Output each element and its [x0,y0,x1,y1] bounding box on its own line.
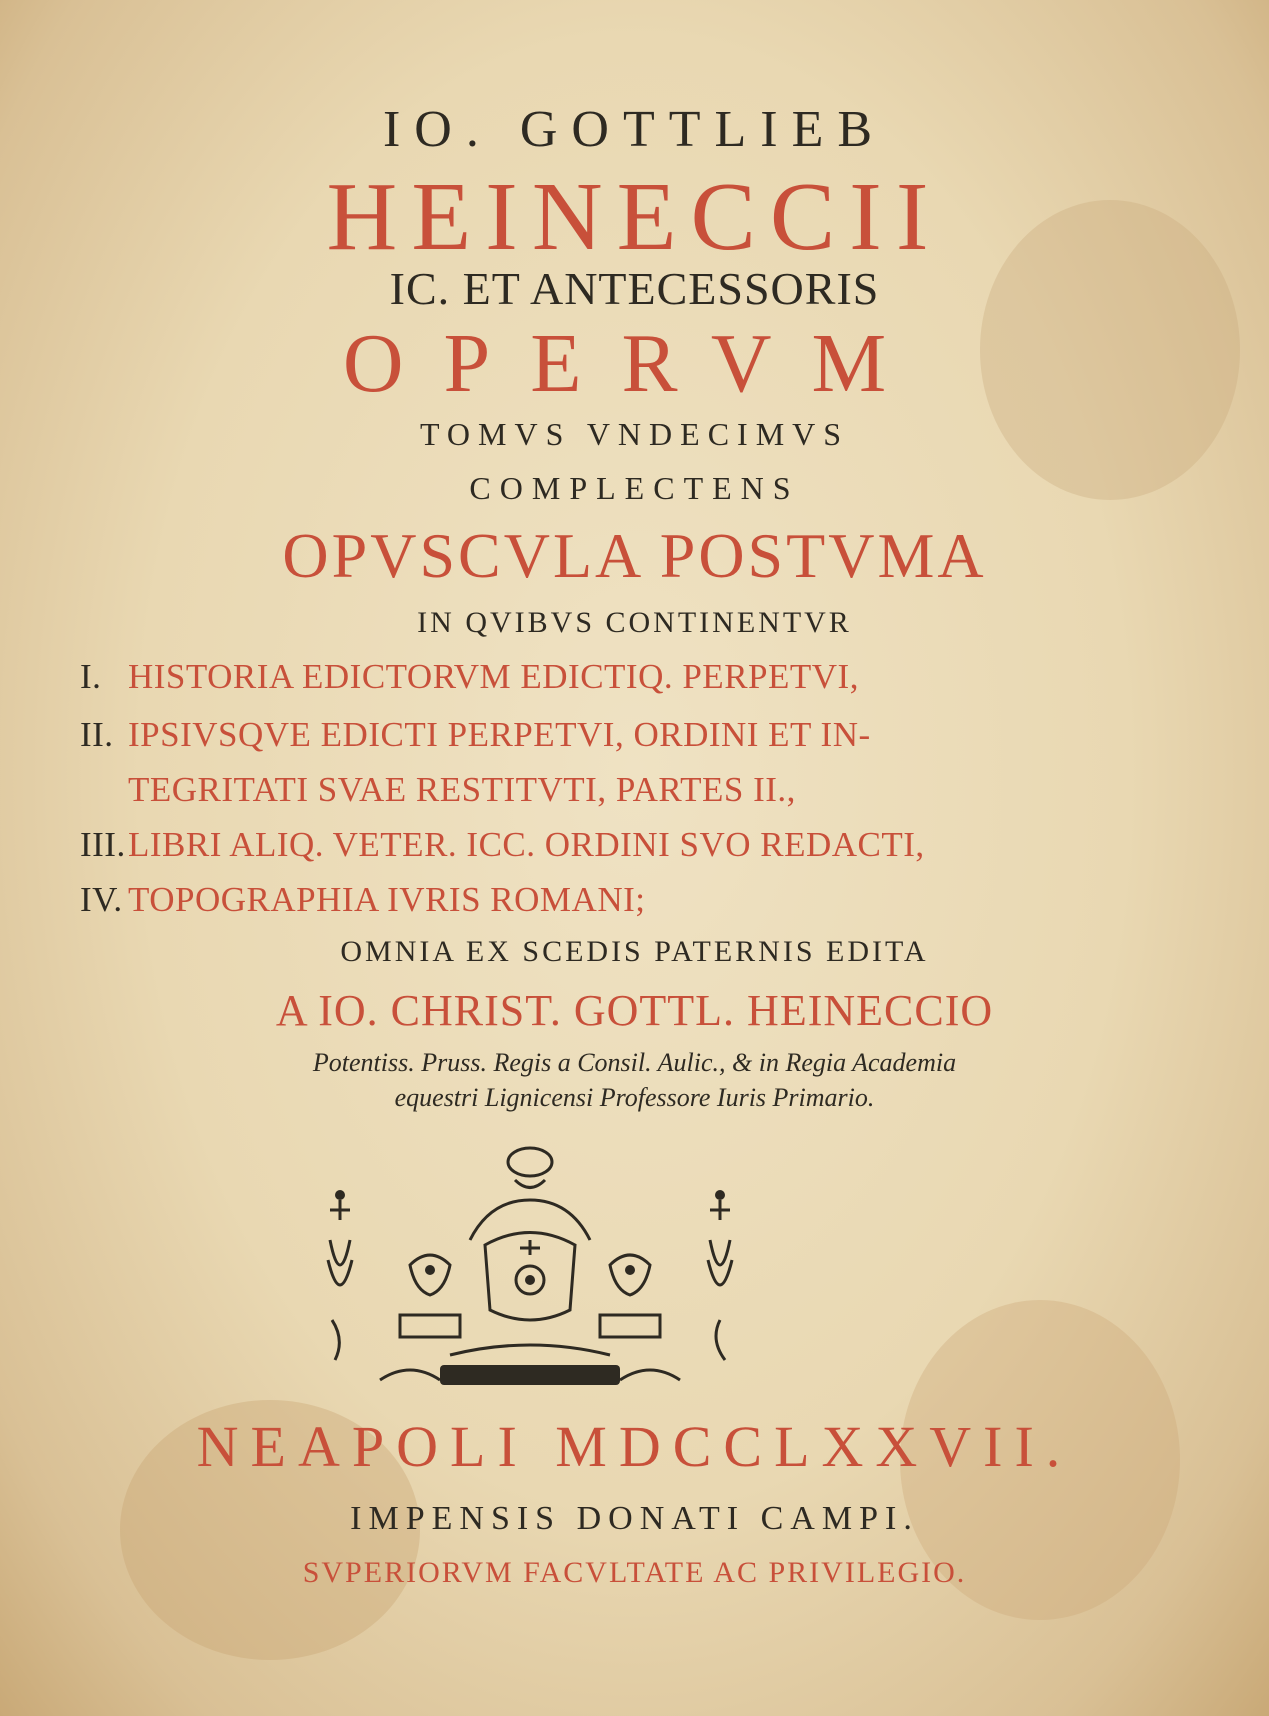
imprint-privilege: SVPERIORVM FACVLTATE AC PRIVILEGIO. [302,1556,967,1589]
contents-text: TEGRITATI SVAE RESTITVTI, PARTES II., [128,770,796,809]
imprint-place-year: NEAPOLI MDCCLXXVII. [196,1414,1073,1479]
printers-ornament [320,1140,740,1400]
contents-number: III. [80,825,126,864]
contents-text: TOPOGRAPHIA IVRIS ROMANI; [128,880,646,919]
operum-heading: OPERVM [342,317,927,410]
volume-number: TOMVS VNDECIMVS [419,416,850,452]
contents-item-continued [128,770,796,810]
contents-number: I. [80,657,102,696]
contents-text: IPSIVSQVE EDICTI PERPETVI, ORDINI ET IN- [128,715,871,754]
editor-description: Potentiss. Pruss. Regis a Consil. Aulic., & in Regia Academia [312,1048,957,1077]
edita-line: OMNIA EX SCEDIS PATERNIS EDITA [340,935,929,968]
author-forename: IO. GOTTLIEB [382,101,887,158]
contents-item [80,880,645,920]
imprint-printer: IMPENSIS DONATI CAMPI. [350,1500,919,1537]
complectens: COMPLECTENS [469,470,800,506]
work-title: OPVSCVLA POSTVMA [282,520,987,591]
contents-text: LIBRI ALIQ. VETER. ICC. ORDINI SVO REDACTI, [128,825,925,864]
editor-description: equestri Lignicensi Professore Iuris Primario. [394,1083,875,1112]
contents-number: IV. [80,880,123,919]
contents-item [80,825,925,865]
author-surname: HEINECCII [326,163,943,271]
contents-item [80,715,871,755]
contents-item [80,657,859,697]
editor-name: A IO. CHRIST. GOTTL. HEINECCIO [275,986,994,1035]
contents-text: HISTORIA EDICTORVM EDICTIQ. PERPETVI, [128,657,859,696]
contents-intro: IN QVIBVS CONTINENTVR [417,606,852,639]
contents-number: II. [80,715,114,754]
author-role: IC. ET ANTECESSORIS [389,263,880,314]
